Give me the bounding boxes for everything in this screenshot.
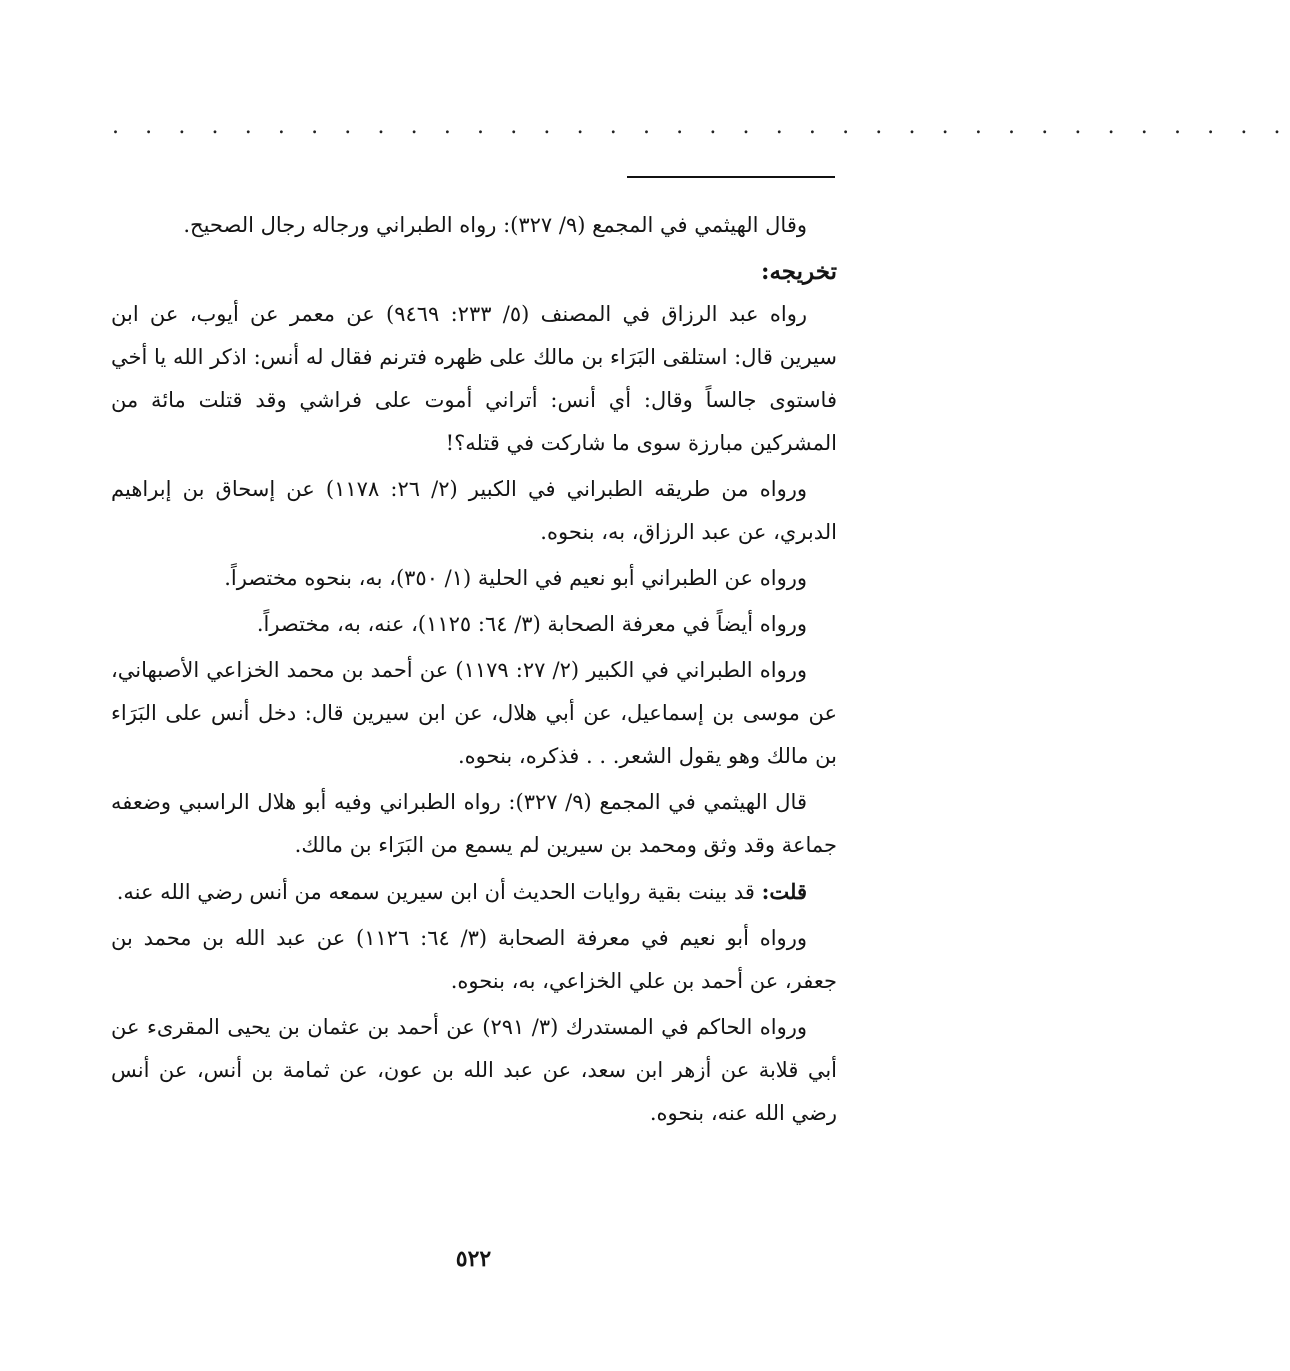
page-number: ٥٢٢ xyxy=(455,1246,492,1272)
paragraph-abdulrazzaq: رواه عبد الرزاق في المصنف (٥/ ٢٣٣: ٩٤٦٩) عن معمر عن أيوب، عن ابن سيرين قال: استلقى البَرَاء بن مالك على ظهره فترنم فقال له أنس: اذكر الله يا أخي فاستوى جالساً وقال: أي أنس: أتراني أموت على فراشي وقد قتلت مائة من المشركين مبارزة سوى ما شاركت في قتله؟! xyxy=(111,302,837,455)
paragraph-haythami-2: قال الهيثمي في المجمع (٩/ ٣٢٧): رواه الطبراني وفيه أبو هلال الراسبي وضعفه جماعة وقد وثق ومحمد بن سيرين لم يسمع من البَرَاء بن مالك. xyxy=(111,790,837,857)
paragraph-qultu xyxy=(111,870,837,914)
section-heading-takhrij: تخريجه: xyxy=(760,258,837,285)
top-dotted-separator: . . . . . . . . . . . . . . . . . . . . . . . . . . . . . . . . . . . . xyxy=(112,114,1290,139)
paragraph-tabarani-2: ورواه الطبراني في الكبير (٢/ ٢٧: ١١٧٩) عن أحمد بن محمد الخزاعي الأصبهاني، عن موسى بن إسماعيل، عن أبي هلال، عن ابن سيرين قال: دخل أنس على البَرَاء بن مالك وهو يقول الشعر. . . فذكره، بنحوه. xyxy=(111,658,837,768)
paragraph-marifa-2: ورواه أبو نعيم في معرفة الصحابة (٣/ ٦٤: ١١٢٦) عن عبد الله بن محمد بن جعفر، عن أحمد بن علي الخزاعي، به، بنحوه. xyxy=(111,926,837,993)
paragraph-haythami-1: وقال الهيثمي في المجمع (٩/ ٣٢٧): رواه الطبراني ورجاله رجال الصحيح. xyxy=(183,213,807,237)
page-body xyxy=(111,204,837,1138)
footnote-rule xyxy=(627,176,835,178)
paragraph-hakim: ورواه الحاكم في المستدرك (٣/ ٢٩١) عن أحمد بن عثمان بن يحيى المقرىء عن أبي قلابة عن أزهر ابن سعد، عن عبد الله بن عون، عن ثمامة بن أنس، عن أنس رضي الله عنه، بنحوه. xyxy=(111,1015,837,1125)
paragraph-abunuaym-hilya: ورواه عن الطبراني أبو نعيم في الحلية (١/ ٣٥٠)، به، بنحوه مختصراً. xyxy=(224,566,807,590)
qultu-text: قد بينت بقية روايات الحديث أن ابن سيرين سمعه من أنس رضي الله عنه. xyxy=(116,880,762,904)
paragraph-tabarani-1: ورواه من طريقه الطبراني في الكبير (٢/ ٢٦: ١١٧٨) عن إسحاق بن إبراهيم الدبري، عن عبد الرزاق، به، بنحوه. xyxy=(111,477,837,544)
paragraph-marifa-1: ورواه أيضاً في معرفة الصحابة (٣/ ٦٤: ١١٢٥)، عنه، به، مختصراً. xyxy=(256,612,807,636)
qultu-label: قلت: xyxy=(761,879,807,904)
